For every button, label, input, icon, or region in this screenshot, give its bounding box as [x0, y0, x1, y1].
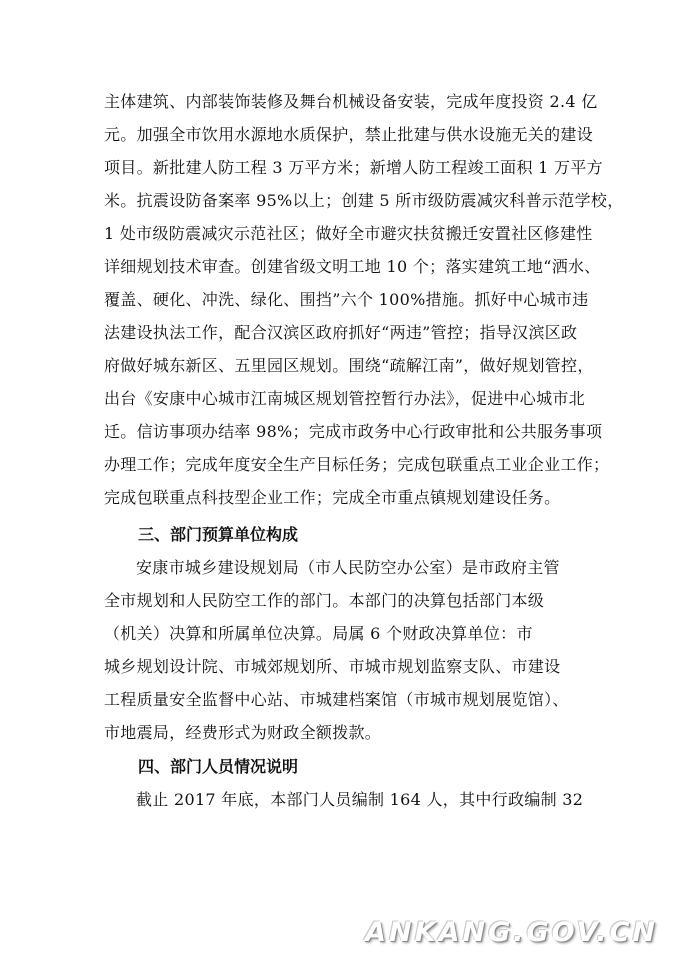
- text-line: （机关）决算和所属单位决算。局属 6 个财政决算单位：市: [104, 624, 533, 643]
- text-line: 府做好城东新区、五里园区规划。围绕“疏解江南”，做好规划管控，: [104, 356, 594, 375]
- text-line: 市地震局，经费形式为财政全额拨款。: [104, 723, 382, 742]
- text-line: 详细规划技术审查。创建省级文明工地 10 个；落实建筑工地“洒水、: [104, 257, 601, 276]
- text-line: 元。加强全市饮用水源地水质保护，禁止批建与供水设施无关的建设: [104, 125, 594, 144]
- text-line: 项目。新批建人防工程 3 万平方米；新增人防工程竣工面积 1 万平方: [104, 158, 603, 177]
- text-line: 迁。信访事项办结率 98%；完成市政务中心行政审批和公共服务事项: [104, 422, 603, 441]
- text-line: 完成包联重点科技型企业工作；完成全市重点镇规划建设任务。: [104, 488, 561, 507]
- site-watermark: ANKANG.GOV.CN: [365, 917, 658, 948]
- section4-heading: 四、部门人员情况说明: [138, 757, 299, 776]
- text-line: 出台《安康中心城市江南城区规划管控暂行办法》，促进中心城市北: [104, 389, 586, 408]
- text-line: 全市规划和人民防空工作的部门。本部门的决算包括部门本级: [104, 591, 545, 610]
- text-line: 法建设执法工作，配合汉滨区政府抓好“两违”管控；指导汉滨区政: [104, 323, 578, 342]
- text-line: 城乡规划设计院、市城郊规划所、市城市规划监察支队、市建设: [104, 657, 561, 676]
- section3-heading: 三、部门预算单位构成: [138, 525, 299, 544]
- text-line: 1 处市级防震减灾示范社区；做好全市避灾扶贫搬迁安置社区修建性: [104, 224, 593, 243]
- text-line: 米。抗震设防备案率 95%以上；创建 5 所市级防震减灾科普示范学校，: [104, 191, 624, 210]
- text-line: 安康市城乡建设规划局（市人民防空办公室）是市政府主管: [136, 558, 560, 577]
- text-line: 工程质量安全监督中心站、市城建档案馆（市城市规划展览馆）、: [104, 690, 569, 709]
- text-line: 办理工作；完成年度安全生产目标任务；完成包联重点工业企业工作；: [104, 455, 610, 474]
- text-line: 主体建筑、内部装饰装修及舞台机械设备安装，完成年度投资 2.4 亿: [104, 92, 598, 111]
- text-line: 截止 2017 年底，本部门人员编制 164 人，其中行政编制 32: [136, 790, 584, 809]
- text-line: 覆盖、硬化、冲洗、绿化、围挡”六个 100%措施。抓好中心城市违: [104, 290, 589, 309]
